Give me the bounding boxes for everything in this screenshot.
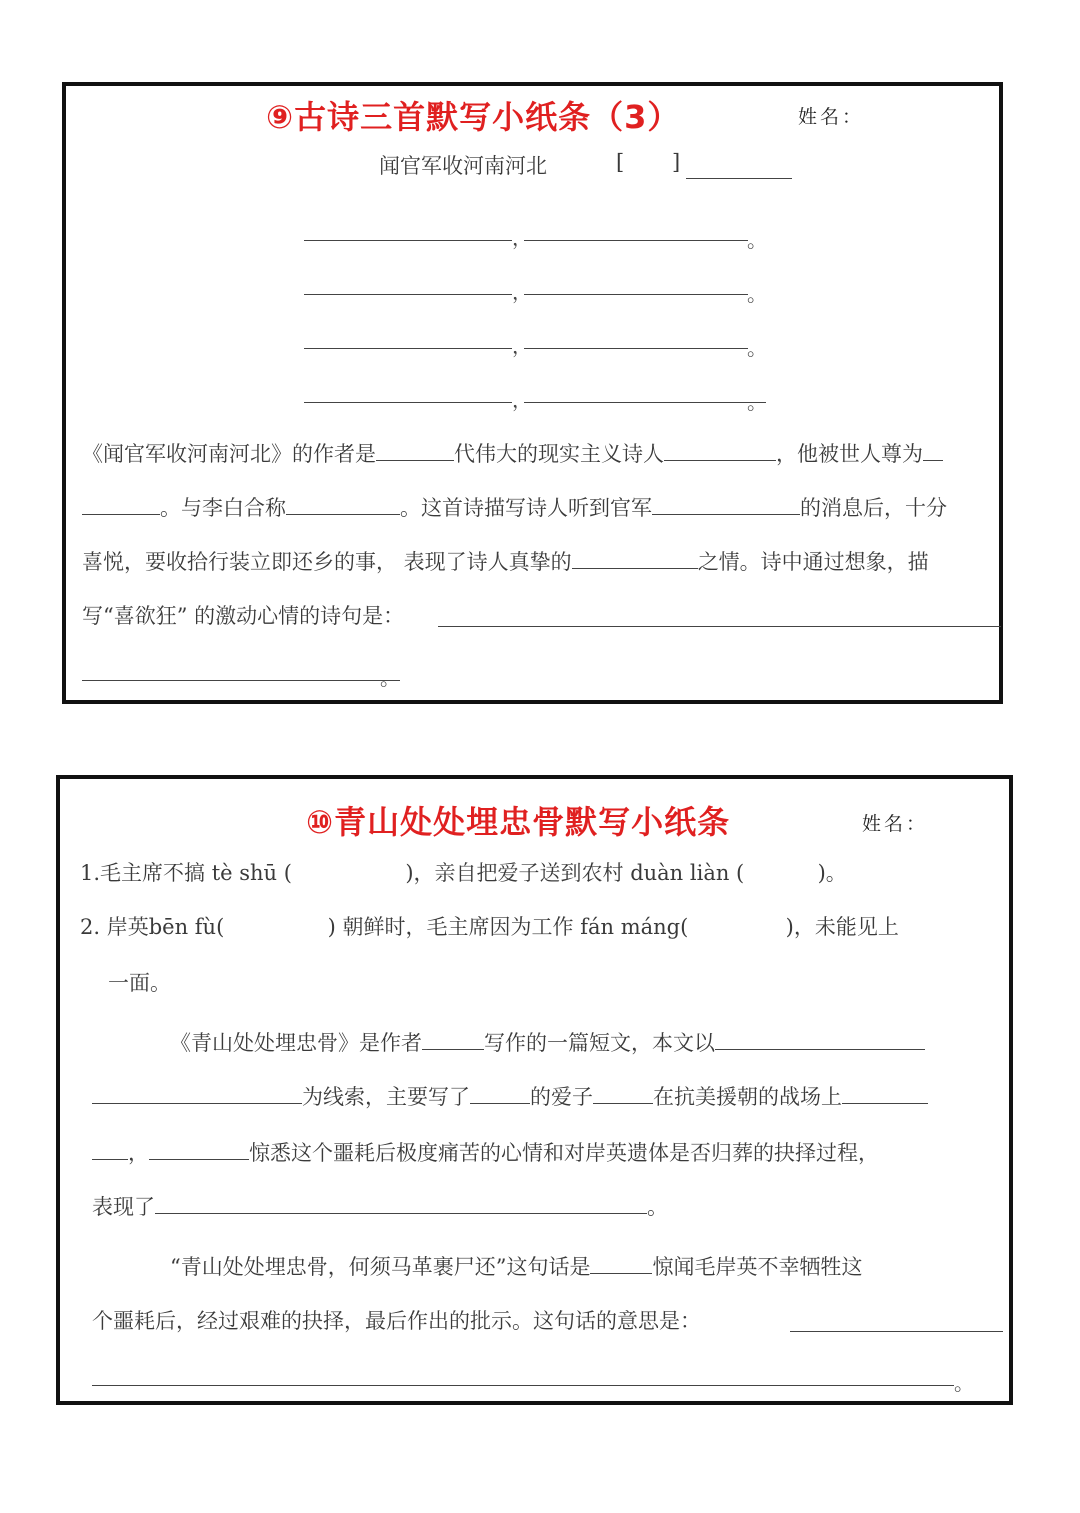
poem-line-4-period: 。	[747, 390, 767, 414]
dynasty-blank[interactable]	[634, 176, 674, 177]
verse-answer-blank-2[interactable]	[82, 680, 400, 681]
para-text: 惊闻毛岸英不幸牺牲这	[652, 1255, 863, 1280]
title-fill-blank-start[interactable]	[923, 438, 943, 461]
poem-title: 闻官军收河南河北	[379, 154, 547, 178]
bracket-open: [	[616, 150, 625, 174]
para-text: 的消息后，十分	[800, 496, 947, 521]
poem-line-2-right[interactable]	[524, 294, 748, 295]
para-text: 。这首诗描写诗人听到官军	[400, 496, 652, 521]
card-title: ⑨古诗三首默写小纸条（3）	[266, 98, 681, 136]
para-text: 《青山处处埋忠骨》是作者	[170, 1031, 422, 1056]
dynasty-fill-blank[interactable]	[376, 438, 454, 461]
poem-line-1-right[interactable]	[524, 240, 748, 241]
para-line-4	[92, 1191, 668, 1221]
para-text: ，他被世人尊为	[776, 442, 923, 467]
para-text: 之情。诗中通过想象，描	[697, 550, 929, 575]
author-blank[interactable]	[422, 1027, 484, 1050]
verse-answer-blank-1[interactable]	[438, 626, 1001, 627]
para-text: 表现了	[92, 1195, 155, 1220]
question-2-cont: 一面。	[108, 971, 171, 995]
speaker-blank[interactable]	[590, 1251, 652, 1274]
poem-line-1-comma: ，	[512, 226, 532, 250]
dictation-card-10	[56, 775, 1013, 1405]
para-text: ，	[128, 1141, 149, 1166]
poem-line-3-comma: ，	[512, 334, 532, 358]
subject-blank[interactable]	[149, 1137, 249, 1160]
para-text: 。与李白合称	[160, 496, 286, 521]
poem-line-4-comma: ，	[512, 388, 532, 412]
meaning-blank-1[interactable]	[790, 1331, 1003, 1332]
para-text: 喜悦，要收拾行装立即还乡的事， 表现了诗人真挚的	[82, 550, 572, 575]
name-label: 姓名：	[798, 106, 865, 128]
verse-answer-period: 。	[380, 666, 400, 690]
poem-line-2-period: 。	[747, 282, 767, 306]
para-text: 写作的一篇短文，本文以	[484, 1031, 715, 1056]
son-blank[interactable]	[593, 1081, 653, 1104]
para-line-2	[82, 492, 1002, 522]
q1-text: )。	[817, 861, 847, 885]
q2-text: 2. 岸英bēn fù(	[80, 915, 225, 939]
meaning-blank-2[interactable]	[92, 1385, 954, 1386]
theme-blank[interactable]	[155, 1191, 647, 1214]
para-line-3	[82, 546, 1002, 576]
para-text: 。	[647, 1195, 668, 1220]
poet-fill-blank[interactable]	[664, 438, 776, 461]
emotion-blank[interactable]	[572, 546, 698, 569]
para-line-5	[170, 1251, 1005, 1281]
name-label: 姓名：	[862, 813, 929, 835]
para-line-3	[92, 1137, 1007, 1167]
poem-line-3-period: 。	[747, 336, 767, 360]
para-line-1	[170, 1027, 1005, 1057]
event-blank-end[interactable]	[92, 1137, 128, 1160]
name-blank[interactable]	[876, 126, 986, 127]
q2-text: )，未能见上	[785, 915, 899, 939]
poem-line-2-comma: ，	[512, 280, 532, 304]
meaning-period: 。	[954, 1371, 974, 1395]
news-blank[interactable]	[652, 492, 800, 515]
clue-blank-start[interactable]	[715, 1027, 925, 1050]
pair-name-blank[interactable]	[286, 492, 400, 515]
clue-blank-end[interactable]	[92, 1081, 302, 1104]
question-2	[80, 911, 899, 941]
poem-line-3-left[interactable]	[304, 348, 512, 349]
bracket-close: ]	[672, 150, 681, 174]
para-line-2	[92, 1081, 1007, 1111]
poem-line-4-left[interactable]	[304, 402, 512, 403]
poem-line-2-left[interactable]	[304, 294, 512, 295]
para-line-4	[82, 600, 404, 630]
para-text: 个噩耗后，经过艰难的抉择，最后作出的批示。这句话的意思是：	[92, 1309, 701, 1333]
event-blank-start[interactable]	[842, 1081, 928, 1104]
para-line-6	[92, 1305, 701, 1335]
para-line-1	[82, 438, 1002, 468]
poem-line-4-right[interactable]	[524, 402, 766, 403]
poem-line-1-period: 。	[747, 228, 767, 252]
author-blank[interactable]	[686, 178, 792, 179]
para-text: 在抗美援朝的战场上	[653, 1085, 842, 1110]
para-text: 的爱子	[530, 1085, 593, 1110]
person-blank[interactable]	[470, 1081, 530, 1104]
para-text: 代伟大的现实主义诗人	[454, 442, 664, 467]
poem-line-1-left[interactable]	[304, 240, 512, 241]
para-text: 惊悉这个噩耗后极度痛苦的心情和对岸英遗体是否归葬的抉择过程，	[249, 1141, 879, 1166]
dictation-card-9	[62, 82, 1003, 704]
para-text: 为线索，主要写了	[302, 1085, 470, 1110]
poem-line-3-right[interactable]	[524, 348, 748, 349]
card-title: ⑩青山处处埋忠骨默写小纸条	[306, 803, 731, 841]
para-text: 写“喜欲狂” 的激动心情的诗句是：	[82, 604, 405, 628]
q2-text: ) 朝鲜时，毛主席因为工作 fán máng(	[327, 915, 689, 939]
q1-text: )，亲自把爱子送到农村 duàn liàn (	[405, 861, 745, 885]
question-1	[80, 857, 847, 887]
title-fill-blank-end[interactable]	[82, 492, 160, 515]
q1-text: 1.毛主席不搞 tè shū (	[80, 861, 292, 885]
para-text: “青山处处埋忠骨，何须马革裹尸还”这句话是	[170, 1255, 591, 1280]
para-text: 《闻官军收河南河北》的作者是	[82, 442, 376, 467]
